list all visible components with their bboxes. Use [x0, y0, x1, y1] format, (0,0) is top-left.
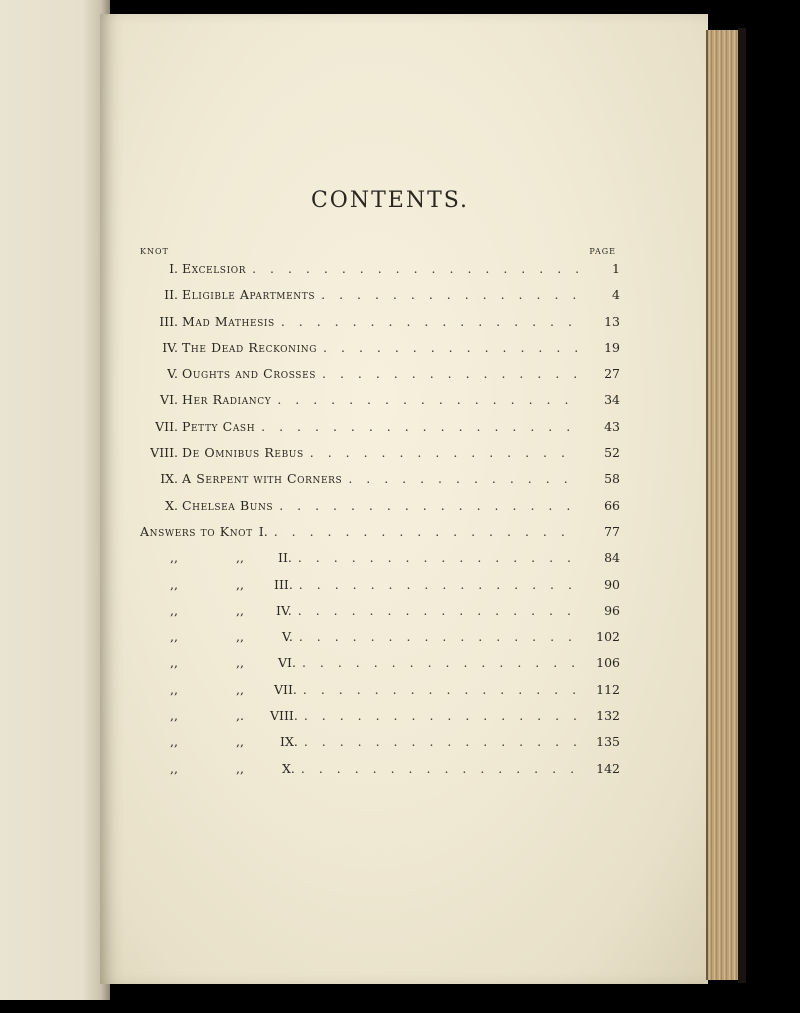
ditto-mark: ,, [236, 760, 244, 776]
toc-entry [140, 498, 620, 524]
ditto-mark: ,, [236, 734, 244, 750]
leader-dots [302, 655, 580, 670]
ditto-mark: ,, [236, 576, 244, 592]
ditto-mark: ,, [170, 576, 178, 592]
entry-number: V. [167, 366, 178, 382]
entry-page: 13 [604, 313, 620, 329]
answers-entry [140, 761, 620, 787]
toc-entry [140, 419, 620, 445]
ditto-mark: ,. [236, 708, 244, 724]
toc-entry [140, 471, 620, 497]
answer-number: I. [258, 523, 268, 539]
entry-title: De Omnibus Rebus [182, 445, 304, 461]
answer-number: IV. [276, 602, 292, 618]
answer-page: 135 [596, 734, 620, 750]
leader-dots [299, 577, 580, 592]
ditto-mark: ,, [170, 734, 178, 750]
ditto-mark: ,, [170, 629, 178, 645]
ditto-mark: ,, [236, 681, 244, 697]
entry-page: 58 [604, 471, 620, 487]
leader-dots [303, 682, 580, 697]
entry-title: Mad Mathesis [182, 313, 275, 329]
entry-title: Eligible Apartments [182, 287, 316, 303]
ditto-mark: ,, [236, 602, 244, 618]
leader-dots [277, 392, 580, 407]
leader-dots [304, 708, 580, 723]
entry-page: 43 [604, 418, 620, 434]
answer-page: 106 [596, 655, 620, 671]
leader-dots [298, 603, 580, 618]
entry-page: 52 [604, 445, 620, 461]
page-edges [706, 30, 742, 980]
toc-entry [140, 340, 620, 366]
entry-title: Her Radiancy [182, 392, 272, 408]
answer-number: VIII. [270, 708, 298, 724]
answer-page: 84 [604, 550, 620, 566]
answer-number: IX. [280, 734, 298, 750]
answer-page: 90 [604, 576, 620, 592]
answers-entry [140, 682, 620, 708]
entry-page: 19 [604, 339, 620, 355]
answers-entry [140, 603, 620, 629]
entry-number: VIII. [150, 445, 178, 461]
toc-entry [140, 287, 620, 313]
ditto-mark: ,, [236, 629, 244, 645]
page-header: PAGE [589, 247, 616, 256]
column-headers [140, 247, 620, 261]
toc-entry [140, 392, 620, 418]
answers-entry [140, 550, 620, 576]
entry-page: 66 [604, 497, 620, 513]
leader-dots [310, 445, 580, 460]
entry-number: III. [159, 313, 178, 329]
answer-page: 112 [596, 681, 620, 697]
entry-title: Petty Cash [182, 418, 256, 434]
toc-entry [140, 314, 620, 340]
ditto-mark: ,, [170, 708, 178, 724]
answers-entry [140, 708, 620, 734]
answers-entry [140, 524, 620, 550]
entry-title: The Dead Reckoning [182, 339, 318, 355]
table-of-contents [140, 188, 620, 787]
leader-dots [299, 629, 580, 644]
answers-entry [140, 655, 620, 681]
answers-entry [140, 734, 620, 760]
answers-entry [140, 577, 620, 603]
entry-number: I. [169, 261, 178, 276]
entry-number: IX. [160, 471, 178, 487]
answer-page: 142 [596, 760, 620, 776]
ditto-mark: ,, [236, 655, 244, 671]
leader-dots [304, 734, 580, 749]
leader-dots [261, 419, 580, 434]
answer-page: 96 [604, 602, 620, 618]
answer-page: 132 [596, 708, 620, 724]
entry-page: 1 [612, 261, 620, 276]
entry-number: II. [164, 287, 178, 303]
ditto-mark: ,, [170, 550, 178, 566]
toc-entry [140, 445, 620, 471]
knot-header: KNOT [140, 247, 169, 256]
entry-page: 27 [604, 366, 620, 382]
leader-dots [322, 366, 580, 381]
entry-page: 4 [612, 287, 620, 303]
entry-number: X. [165, 497, 178, 513]
ditto-mark: ,, [170, 602, 178, 618]
entry-title: Oughts and Crosses [182, 366, 317, 382]
leader-dots [279, 498, 580, 513]
entry-page: 34 [604, 392, 620, 408]
leader-dots [323, 340, 580, 355]
leader-dots [281, 314, 580, 329]
answer-number: X. [282, 760, 295, 776]
answers-lead: Answers to Knot [140, 523, 253, 539]
answer-number: VI. [278, 655, 296, 671]
answer-number: VII. [274, 681, 297, 697]
answer-page: 77 [604, 523, 620, 539]
leader-dots [321, 287, 580, 302]
leader-dots [252, 261, 580, 276]
ditto-mark: ,, [170, 655, 178, 671]
left-page [0, 0, 110, 1000]
answer-number: III. [274, 576, 293, 592]
cover-edge [738, 28, 746, 983]
entry-number: VI. [160, 392, 178, 408]
entry-title: A Serpent with Corners [182, 471, 343, 487]
leader-dots [298, 550, 580, 565]
answer-page: 102 [596, 629, 620, 645]
leader-dots [301, 761, 580, 776]
ditto-mark: ,, [170, 760, 178, 776]
toc-entry [140, 261, 620, 287]
ditto-mark: ,, [236, 550, 244, 566]
answers-entry [140, 629, 620, 655]
entry-number: IV. [162, 339, 178, 355]
entry-title: Chelsea Buns [182, 497, 274, 513]
leader-dots [274, 524, 580, 539]
ditto-mark: ,, [170, 681, 178, 697]
page-title: CONTENTS. [310, 188, 470, 213]
answer-number: II. [278, 550, 292, 566]
entry-title: Excelsior [182, 261, 247, 276]
toc-entry [140, 366, 620, 392]
entry-number: VII. [155, 418, 178, 434]
answer-number: V. [282, 629, 293, 645]
leader-dots [348, 471, 580, 486]
